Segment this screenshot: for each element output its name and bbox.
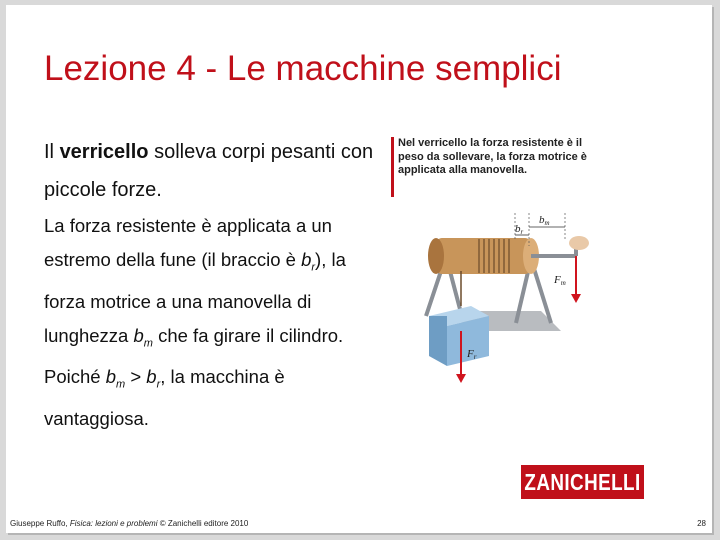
footer-author: Giuseppe Ruffo, — [10, 519, 70, 528]
text: Il — [44, 141, 60, 163]
label-fr: Fr — [467, 348, 477, 361]
paragraph-2 — [44, 209, 374, 360]
text: che fa girare il cilindro. — [152, 324, 344, 346]
text: La forza resistente è applicata a un estremo della fune (il braccio è — [44, 215, 332, 270]
sub-r: r — [311, 261, 316, 274]
page-number: 28 — [697, 519, 706, 528]
winch-illustration — [391, 131, 591, 393]
sub-r: r — [156, 379, 161, 392]
text: , la macchina è vantaggiosa. — [44, 366, 285, 430]
arrowhead — [456, 374, 466, 383]
label-fm: Fm — [554, 274, 566, 287]
slide — [6, 5, 712, 533]
text: ), la forza motrice a una manovella di lunghezza — [44, 249, 346, 346]
text: Poiché — [44, 366, 106, 388]
footer-book: Fisica: lezioni e problemi — [69, 519, 158, 528]
label-br: br — [515, 223, 524, 236]
var-b: b — [133, 324, 144, 346]
publisher-logo: ZANICHELLI — [521, 465, 644, 499]
text: > — [125, 366, 147, 388]
sub-m: m — [143, 337, 153, 350]
winch-figure — [391, 131, 591, 393]
paragraph-3 — [44, 360, 374, 436]
footer-publisher: © Zanichelli editore 2010 — [157, 519, 249, 528]
page-title: Lezione 4 - Le macchine semplici — [44, 49, 562, 88]
footer-credit — [10, 519, 248, 528]
sub-m: m — [116, 379, 126, 392]
figure-caption: Nel verricello la forza resistente è il peso da sollevare, la forza motrice è applicata alla manovella. — [398, 137, 587, 176]
hand — [569, 236, 589, 250]
var-b: b — [105, 366, 117, 388]
paragraph-1 — [44, 133, 374, 209]
rope-coil — [479, 239, 509, 273]
label-bm: bm — [539, 214, 550, 227]
term-verricello: verricello — [59, 141, 149, 163]
body-text — [44, 133, 374, 436]
text: solleva corpi pesanti con piccole forze. — [44, 141, 374, 201]
cylinder-end — [428, 238, 444, 274]
arrowhead — [571, 294, 581, 303]
var-b: b — [146, 366, 157, 388]
var-b: b — [301, 249, 312, 270]
